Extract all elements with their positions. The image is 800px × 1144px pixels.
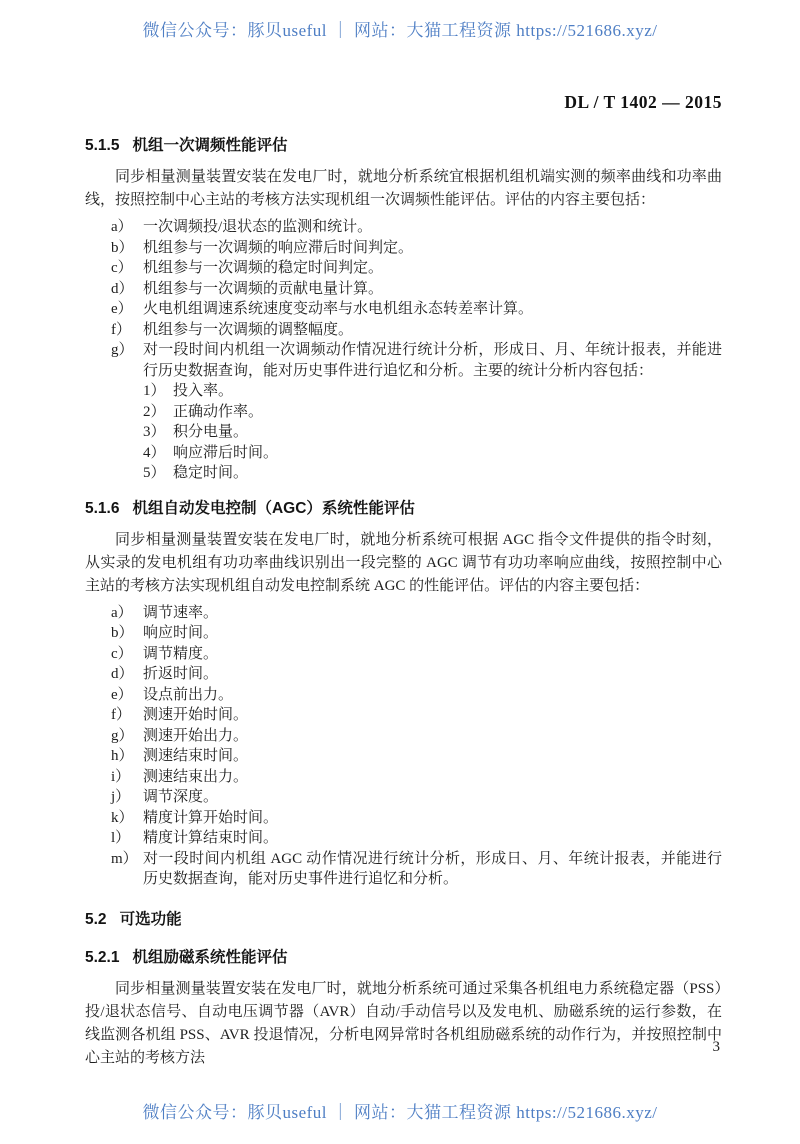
- list-item-label: e）: [111, 301, 133, 317]
- paragraph-5-1-6-intro: 同步相量测量装置安装在发电厂时，就地分析系统可根据 AGC 指令文件提供的指令时刻，从实录的发电机组有功功率曲线识别出一段完整的 AGC 调节有功功率响应曲线，按照控制中心主站的考核方法实现机组自动发电控制系统 AGC 的性能评估。评估的内容主要包括：: [85, 531, 722, 594]
- list-item-label: f）: [111, 321, 131, 338]
- section-heading-5-2-1: [85, 947, 722, 968]
- list-item: [111, 603, 722, 624]
- list-item-label: f）: [111, 707, 131, 723]
- list-item: [111, 685, 722, 706]
- sublist-item-text: 正确动作率。: [173, 403, 264, 420]
- list-item-label: g）: [111, 727, 134, 744]
- list-item-text: 机组参与一次调频的稳定时间判定。: [143, 260, 384, 276]
- list-item-label: i）: [111, 768, 131, 785]
- list-item: [111, 644, 722, 665]
- sublist-item-text: 稳定时间。: [173, 465, 249, 481]
- list-item-text: 设点前出力。: [143, 686, 234, 703]
- sublist-5-1-5-g: [111, 381, 722, 484]
- sublist-item: [143, 422, 722, 443]
- list-item-text: 机组参与一次调频的贡献电量计算。: [143, 280, 384, 297]
- list-item-text: 机组参与一次调频的调整幅度。: [143, 321, 354, 338]
- list-item-label: l）: [111, 830, 131, 846]
- list-item: [111, 623, 722, 644]
- list-item: [111, 726, 722, 747]
- list-item: [111, 340, 722, 381]
- section-number: 5.2.1: [85, 948, 120, 966]
- list-item-label: b）: [111, 625, 134, 641]
- list-item: [111, 217, 722, 238]
- list-item: [111, 787, 722, 808]
- list-item-label: d）: [111, 280, 134, 297]
- list-item-text: 响应时间。: [143, 625, 219, 641]
- list-item: [111, 808, 722, 829]
- watermark-footer: 微信公众号：豚贝useful ｜ 网站：大猫工程资源 https://521686.xyz/: [142, 1103, 658, 1122]
- list-item: [111, 828, 722, 849]
- list-item-text: 测速开始时间。: [143, 707, 249, 723]
- list-item-text: 测速开始出力。: [143, 727, 249, 744]
- list-item-text: 调节深度。: [143, 789, 219, 805]
- sublist-item-label: 5）: [143, 465, 166, 481]
- list-item-text: 精度计算结束时间。: [143, 830, 279, 846]
- list-item: [111, 279, 722, 300]
- section-heading-5-1-6: [85, 498, 722, 519]
- sublist-item: [143, 463, 722, 484]
- list-5-1-6: [85, 603, 722, 890]
- list-item-label: b）: [111, 239, 134, 256]
- list-item: [111, 258, 722, 279]
- section-title: 可选功能: [119, 910, 182, 928]
- sublist-item-text: 响应滞后时间。: [173, 444, 279, 461]
- paragraph-5-2-1-intro: 同步相量测量装置安装在发电厂时，就地分析系统可通过采集各机组电力系统稳定器（PSS）投/退状态信号、自动电压调节器（AVR）自动/手动信号以及发电机、励磁系统的运行参数，在线监测各机组 PSS、AVR 投退情况，分析电网异常时各机组励磁系统的动作行为，并按照控制中心主站的考核方法: [85, 980, 722, 1066]
- list-item-text: 调节精度。: [143, 645, 219, 662]
- sublist-item-label: 1）: [143, 383, 166, 399]
- sublist-item: [143, 443, 722, 464]
- list-item: [111, 299, 722, 320]
- list-item-text: 火电机组调速系统速度变动率与水电机组永态转差率计算。: [143, 301, 534, 317]
- sublist-item: [143, 381, 722, 402]
- list-item-text: 对一段时间内机组 AGC 动作情况进行统计分析，形成日、月、年统计报表，并能进行历史数据查询，能对历史事件进行追忆和分析。: [143, 850, 722, 887]
- list-item-label: k）: [111, 809, 134, 826]
- section-title: 机组一次调频性能评估: [132, 137, 288, 154]
- page-number: 3: [712, 1039, 720, 1055]
- list-item-label: e）: [111, 686, 133, 703]
- list-item-label: c）: [111, 260, 133, 276]
- section-title: 机组励磁系统性能评估: [132, 948, 288, 966]
- list-item-label: g）: [111, 342, 134, 358]
- list-item-text: 机组参与一次调频的响应滞后时间判定。: [143, 239, 414, 256]
- list-item-label: c）: [111, 645, 133, 662]
- list-item-text: 精度计算开始时间。: [143, 809, 279, 826]
- watermark-header: 微信公众号：豚贝useful ｜ 网站：大猫工程资源 https://521686.xyz/: [142, 21, 658, 40]
- list-item-text: 测速结束出力。: [143, 768, 249, 785]
- section-number: 5.2: [85, 910, 107, 928]
- list-item-label: a）: [111, 604, 133, 621]
- section-heading-5-2: [85, 909, 722, 930]
- list-item: [111, 746, 722, 767]
- section-title: 机组自动发电控制（AGC）系统性能评估: [132, 499, 415, 517]
- section-number: 5.1.6: [85, 499, 120, 517]
- sublist-item: [143, 402, 722, 423]
- sublist-item-text: 投入率。: [173, 383, 234, 399]
- sublist-item-label: 4）: [143, 444, 166, 461]
- list-item: [111, 705, 722, 726]
- sublist-item-label: 2）: [143, 403, 166, 420]
- list-item: [111, 664, 722, 685]
- list-item-text: 测速结束时间。: [143, 748, 249, 764]
- list-item-label: h）: [111, 748, 134, 764]
- page-content: [85, 0, 722, 1070]
- list-5-1-5: [85, 217, 722, 484]
- list-item: [111, 320, 722, 341]
- section-heading-5-1-5: [85, 135, 722, 156]
- sublist-item-label: 3）: [143, 424, 166, 440]
- paragraph-5-1-5-intro: 同步相量测量装置安装在发电厂时，就地分析系统宜根据机组机端实测的频率曲线和功率曲线，按照控制中心主站的考核方法实现机组一次调频性能评估。评估的内容主要包括：: [85, 169, 722, 208]
- list-item-label: d）: [111, 666, 134, 682]
- sublist-item-text: 积分电量。: [173, 424, 249, 440]
- list-item-text: 对一段时间内机组一次调频动作情况进行统计分析，形成日、月、年统计报表，并能进行历史数据查询，能对历史事件进行追忆和分析。主要的统计分析内容包括：: [143, 342, 722, 379]
- list-item: [111, 849, 722, 890]
- list-item: [111, 767, 722, 788]
- list-item-label: m）: [111, 850, 138, 867]
- list-item-text: 一次调频投/退状态的监测和统计。: [143, 219, 373, 235]
- section-number: 5.1.5: [85, 137, 120, 154]
- list-item-text: 调节速率。: [143, 604, 219, 621]
- list-item-label: a）: [111, 219, 133, 235]
- list-item: [111, 238, 722, 259]
- list-item-text: 折返时间。: [143, 666, 219, 682]
- doc-number: DL / T 1402 — 2015: [564, 92, 722, 112]
- list-item-label: j）: [111, 789, 131, 805]
